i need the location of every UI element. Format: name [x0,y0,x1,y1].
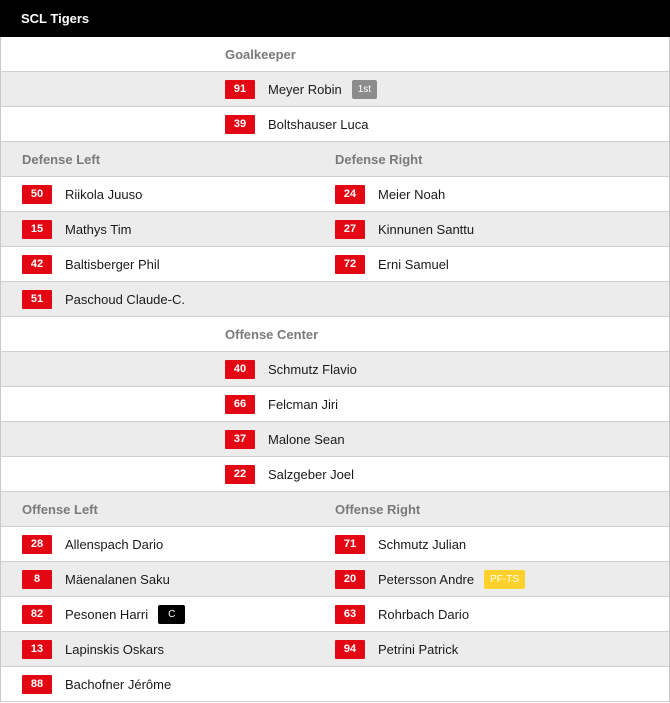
player-row [1,387,669,422]
player-name[interactable]: Meier Noah [378,186,446,202]
team-header [0,0,670,37]
player-row [1,597,669,632]
player-name[interactable]: Baltisberger Phil [65,256,160,272]
player-entry [22,177,142,211]
badge-pfts: PF-TS [484,570,525,589]
position-heading: Offense Center [225,326,319,342]
player-name[interactable]: Schmutz Flavio [268,361,357,377]
badge-captain: C [158,605,185,624]
player-name[interactable]: Bachofner Jérôme [65,676,172,692]
player-entry [335,212,474,246]
player-entry [225,107,368,141]
player-entry [225,72,377,106]
player-entry [335,562,525,596]
jersey-number: 27 [335,220,365,239]
player-row [1,527,669,562]
position-heading: Defense Left [22,151,101,167]
player-row [1,422,669,457]
jersey-number: 42 [22,255,52,274]
player-name[interactable]: Petrini Patrick [378,641,459,657]
player-name[interactable]: Rohrbach Dario [378,606,470,622]
player-name[interactable]: Mäenalanen Saku [65,571,170,587]
player-entry [22,212,131,246]
player-name[interactable]: Erni Samuel [378,256,449,272]
player-name[interactable]: Boltshauser Luca [268,116,369,132]
player-name[interactable]: Kinnunen Santtu [378,221,475,237]
position-heading-row [1,317,669,352]
player-row [1,282,669,317]
player-entry [225,422,345,456]
position-heading-row [1,142,669,177]
player-entry [335,632,458,666]
player-entry [225,352,357,386]
player-entry [22,282,185,316]
jersey-number: 15 [22,220,52,239]
player-name[interactable]: Schmutz Julian [378,536,467,552]
player-entry [22,562,170,596]
jersey-number: 82 [22,605,52,624]
jersey-number: 50 [22,185,52,204]
jersey-number: 20 [335,570,365,589]
player-entry [225,387,338,421]
position-heading-row [1,37,669,72]
position-heading-row [1,492,669,527]
roster-list [0,37,670,702]
player-row [1,177,669,212]
player-row [1,632,669,667]
player-entry [225,457,354,491]
jersey-number: 71 [335,535,365,554]
player-row [1,107,669,142]
position-heading: Offense Left [22,501,98,517]
jersey-number: 24 [335,185,365,204]
jersey-number: 8 [22,570,52,589]
player-name[interactable]: Petersson Andre [378,571,475,587]
position-heading: Goalkeeper [225,46,296,62]
jersey-number: 13 [22,640,52,659]
player-name[interactable]: Paschoud Claude-C. [65,291,185,307]
player-entry [22,597,185,631]
player-name[interactable]: Malone Sean [268,431,345,447]
jersey-number: 28 [22,535,52,554]
jersey-number: 94 [335,640,365,659]
jersey-number: 51 [22,290,52,309]
player-name[interactable]: Meyer Robin [268,81,342,97]
position-heading: Defense Right [335,151,423,167]
player-row [1,212,669,247]
player-entry [335,247,449,281]
jersey-number: 88 [22,675,52,694]
player-row [1,667,669,702]
player-name[interactable]: Pesonen Harri [65,606,149,622]
player-row [1,352,669,387]
player-row [1,562,669,597]
jersey-number: 40 [225,360,255,379]
jersey-number: 66 [225,395,255,414]
player-name[interactable]: Mathys Tim [65,221,132,237]
jersey-number: 39 [225,115,255,134]
player-name[interactable]: Felcman Jiri [268,396,339,412]
position-heading: Offense Right [335,501,421,517]
player-name[interactable]: Lapinskis Oskars [65,641,164,657]
jersey-number: 72 [335,255,365,274]
player-row [1,72,669,107]
player-entry [335,597,469,631]
player-name[interactable]: Riikola Juuso [65,186,143,202]
player-name[interactable]: Salzgeber Joel [268,466,354,482]
jersey-number: 63 [335,605,365,624]
player-entry [335,177,445,211]
player-entry [335,527,466,561]
player-name[interactable]: Allenspach Dario [65,536,164,552]
player-entry [22,527,163,561]
team-name: SCL Tigers [21,11,90,26]
jersey-number: 22 [225,465,255,484]
player-entry [22,247,160,281]
player-row [1,247,669,282]
badge-first: 1st [352,80,377,99]
player-row [1,457,669,492]
jersey-number: 91 [225,80,255,99]
player-entry [22,667,171,701]
jersey-number: 37 [225,430,255,449]
player-entry [22,632,164,666]
